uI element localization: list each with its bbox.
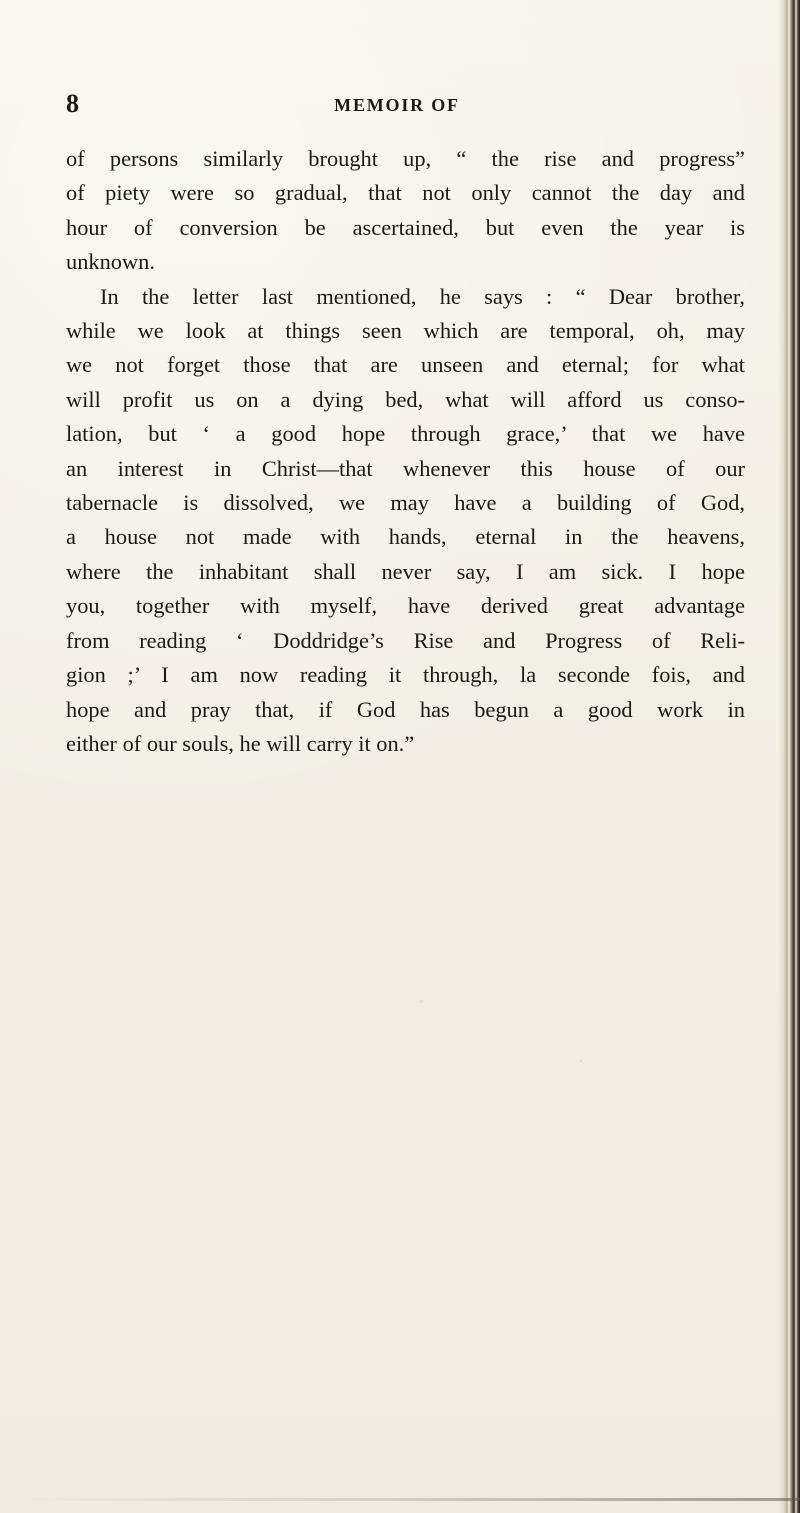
text-line: an interest in Christ—that whenever this house of our [66, 455, 745, 481]
text-line: of persons similarly brought up, “ the rise and progress” [66, 146, 745, 171]
text-line: hope and pray that, if God has begun a good work in [66, 696, 745, 722]
text-line: we not forget those that are unseen and eternal; for what [66, 352, 745, 378]
paper-speck [580, 1060, 582, 1062]
page-edge [778, 0, 800, 1513]
text-line: hour of conversion be ascertained, but even the year is [66, 214, 745, 240]
page-header [66, 84, 762, 124]
text-line: of piety were so gradual, that not only cannot the day and [66, 180, 745, 206]
text-line: a house not made with hands, eternal in the heavens, [66, 524, 745, 550]
text-line: lation, but ‘ a good hope through grace,’ that we have [66, 421, 745, 447]
text-line: In the letter last mentioned, he says : “ Dear brother, [100, 283, 745, 309]
text-line: gion ;’ I am now reading it through, la seconde fois, and [66, 662, 745, 688]
running-head: MEMOIR OF [334, 95, 460, 115]
paper-speck [420, 1000, 423, 1003]
text-line: from reading ‘ Doddridge’s Rise and Progress of Reli- [66, 627, 745, 653]
text-line: will profit us on a dying bed, what will afford us conso- [66, 386, 745, 412]
memoir-text [66, 142, 745, 761]
text-line: either of our souls, he will carry it on.” [66, 730, 415, 756]
text-line: tabernacle is dissolved, we may have a building of God, [66, 490, 745, 516]
text-line: while we look at things seen which are temporal, oh, may [66, 318, 745, 344]
text-line: where the inhabitant shall never say, I am sick. I hope [66, 558, 745, 584]
text-line: unknown. [66, 249, 155, 275]
page-number: 8 [66, 89, 80, 118]
text-line: you, together with myself, have derived great advantage [66, 593, 745, 619]
bottom-edge [0, 1498, 800, 1501]
